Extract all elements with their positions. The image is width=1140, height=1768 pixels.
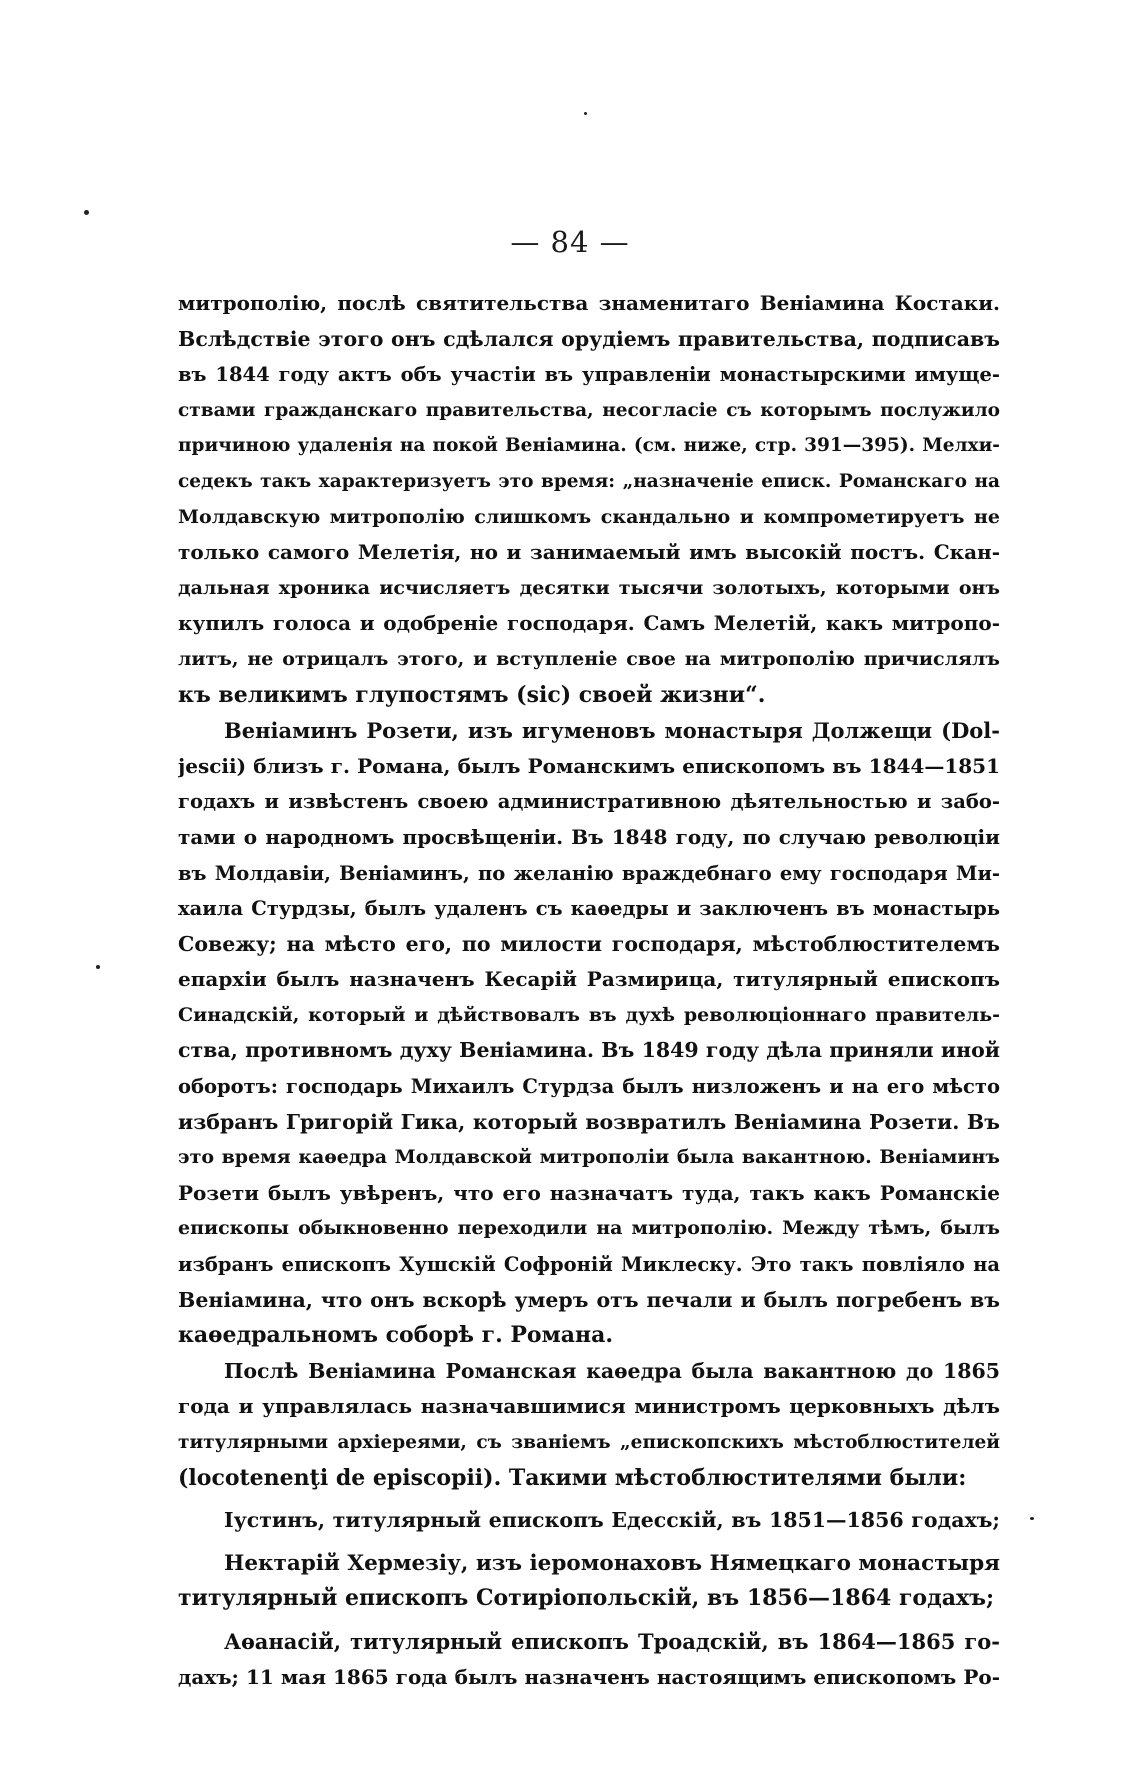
text-line: Веніаминъ Розети, изъ игуменовъ монастыря Должещи (Dol- bbox=[224, 718, 1000, 744]
text-line: причиною удаленія на покой Веніамина. (см. ниже, стр. 391—395). Мелхи- bbox=[178, 435, 1000, 457]
text-line: Послѣ Веніамина Романская каѳедра была вакантною до 1865 bbox=[224, 1358, 1000, 1383]
text-line: Синадскій, который и дѣйствовалъ въ духѣ революціоннаго правитель- bbox=[178, 1003, 1000, 1026]
text-line: Совежу; на мѣсто его, по милости господаря, мѣстоблюстителемъ bbox=[178, 931, 1000, 956]
text-line: только самого Мелетія, но и занимаемый имъ высокій постъ. Скан- bbox=[178, 540, 1000, 565]
text-line: Веніамина, что онъ вскорѣ умеръ отъ печали и былъ погребенъ въ bbox=[178, 1287, 1000, 1312]
text-line: Аѳанасій, титулярный епископъ Троадскій, въ 1864—1865 го- bbox=[224, 1628, 1000, 1654]
text-line: годахъ и извѣстенъ своею административною дѣятельностью и забо- bbox=[178, 790, 1000, 814]
page-number: — 84 — bbox=[510, 225, 630, 259]
text-line: титулярный епископъ Сотиріопольскій, въ 1856—1864 годахъ; bbox=[178, 1585, 995, 1612]
text-line: это время каѳедра Молдавской митрополіи была вакантною. Веніаминъ bbox=[178, 1146, 1000, 1169]
text-line: литъ, не отрицалъ этого, и вступленіе свое на митрополію причислялъ bbox=[178, 647, 1000, 670]
text-line: Молдавскую митрополію слишкомъ скандально и компрометируетъ не bbox=[178, 505, 1000, 528]
text-line: (locotenenţi de episcopii). Такими мѣстоблюстителями были: bbox=[178, 1464, 967, 1491]
scan-speck bbox=[84, 210, 89, 215]
text-line: Вслѣдствіе этого онъ сдѣлался орудіемъ правительства, подписавъ bbox=[178, 326, 1000, 351]
text-line: оборотъ: господарь Михаилъ Стурдза былъ низложенъ и на его мѣсто bbox=[178, 1075, 1000, 1099]
text-line: въ Молдавіи, Веніаминъ, по желанію враждебнаго ему господаря Ми- bbox=[178, 861, 1000, 885]
text-line: хаила Стурдзы, былъ удаленъ съ каѳедры и заключенъ въ монастырь bbox=[178, 897, 1000, 921]
text-line: года и управлялась назначавшимися министромъ церковныхъ дѣлъ bbox=[178, 1394, 1000, 1419]
text-line: каѳедральномъ соборѣ г. Романа. bbox=[178, 1322, 613, 1349]
text-line: епархіи былъ назначенъ Кесарій Размирица, титулярный епископъ bbox=[178, 967, 1000, 992]
text-line: въ 1844 году актъ объ участіи въ управленіи монастырскими имуще- bbox=[178, 363, 1000, 387]
text-line: епископы обыкновенно переходили на митрополію. Между тѣмъ, былъ bbox=[178, 1217, 1000, 1240]
text-line: ства, противномъ духу Веніамина. Въ 1849 году дѣла приняли иной bbox=[178, 1038, 1000, 1063]
text-line: тами о народномъ просвѣщеніи. Въ 1848 году, по случаю революціи bbox=[178, 824, 1000, 849]
text-line: къ великимъ глупостямъ (sic) своей жизни“. bbox=[178, 681, 766, 708]
text-line: избранъ Григорій Гика, который возвратилъ Веніамина Розети. Въ bbox=[178, 1109, 1000, 1134]
text-line: ствами гражданскаго правительства, несогласіе съ которымъ послужило bbox=[178, 399, 1000, 421]
scan-speck bbox=[96, 965, 100, 969]
text-line: Нектарій Хермезіу, изъ іеромонаховъ Нямецкаго монастыря bbox=[224, 1550, 1000, 1576]
text-line: митрополію, послѣ святительства знаменитаго Веніамина Костаки. bbox=[178, 291, 1000, 315]
text-line: jescii) близъ г. Романа, былъ Романскимъ епископомъ въ 1844—1851 bbox=[178, 753, 1000, 778]
body-text bbox=[178, 286, 1000, 1695]
text-line: Розети былъ увѣренъ, что его назначатъ туда, такъ какъ Романскіе bbox=[178, 1180, 1000, 1205]
scan-speck bbox=[584, 112, 587, 115]
text-line: титулярными архіереями, съ званіемъ „епископскихъ мѣстоблюстителей bbox=[178, 1432, 1000, 1453]
text-line: Іустинъ, титулярный епископъ Едесскій, въ 1851—1856 годахъ; bbox=[224, 1508, 1000, 1533]
text-line: купилъ голоса и одобреніе господаря. Самъ Мелетій, какъ митропо- bbox=[178, 611, 1000, 636]
scan-speck bbox=[1030, 1517, 1034, 1520]
text-line: избранъ епископъ Хушскій Софроній Миклеску. Это такъ повліяло на bbox=[178, 1253, 1000, 1277]
text-line: дахъ; 11 мая 1865 года былъ назначенъ настоящимъ епископомъ Ро- bbox=[178, 1664, 1000, 1689]
text-line: дальная хроника исчисляетъ десятки тысячи золотыхъ, которыми онъ bbox=[178, 576, 1000, 599]
text-line: седекъ такъ характеризуетъ это время: „назначеніе еписк. Романскаго на bbox=[178, 470, 1000, 492]
